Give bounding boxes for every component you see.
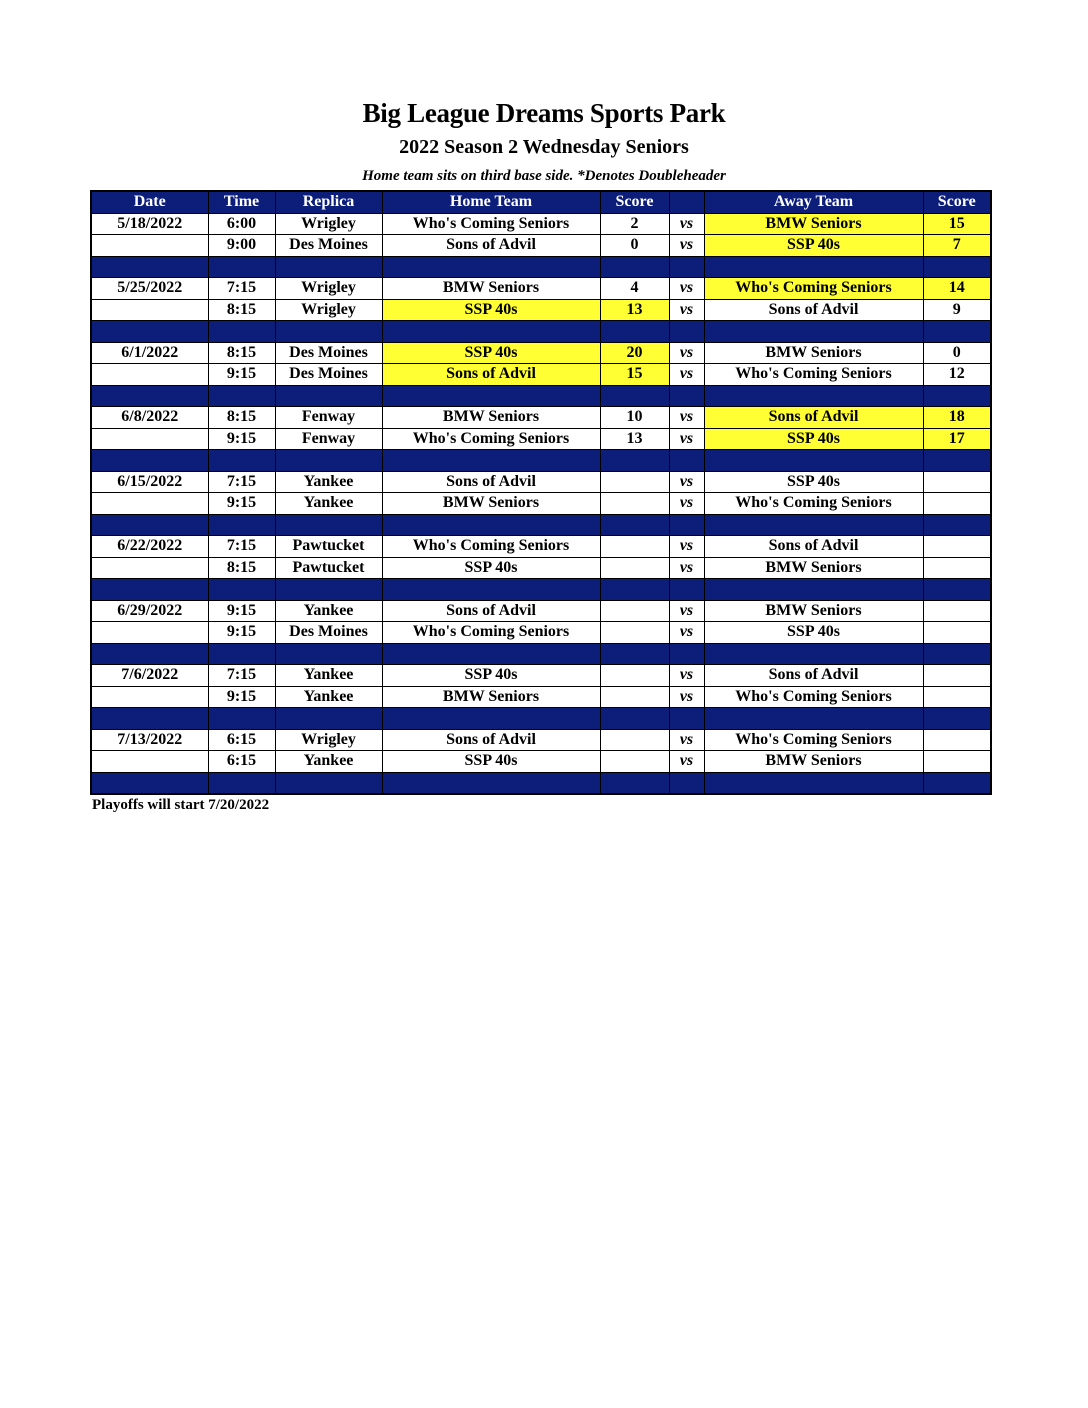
game-time: 9:15 [208, 686, 275, 708]
separator-cell [923, 643, 991, 665]
game-date [91, 364, 208, 386]
vs-label: vs [669, 557, 704, 579]
week-separator [91, 643, 991, 665]
away-team: BMW Seniors [704, 342, 923, 364]
game-replica: Wrigley [275, 299, 382, 321]
separator-cell [91, 514, 208, 536]
away-team: Who's Coming Seniors [704, 278, 923, 300]
game-date: 7/13/2022 [91, 729, 208, 751]
header-time: Time [208, 191, 275, 213]
home-score: 2 [600, 213, 669, 235]
vs-label: vs [669, 471, 704, 493]
separator-cell [669, 514, 704, 536]
separator-cell [382, 579, 600, 601]
home-team: SSP 40s [382, 299, 600, 321]
home-team: SSP 40s [382, 342, 600, 364]
away-team: Who's Coming Seniors [704, 686, 923, 708]
separator-cell [669, 385, 704, 407]
home-score [600, 686, 669, 708]
game-time: 9:15 [208, 493, 275, 515]
game-row [91, 751, 991, 773]
separator-cell [669, 321, 704, 343]
away-score [923, 600, 991, 622]
vs-label: vs [669, 536, 704, 558]
separator-cell [704, 514, 923, 536]
vs-label: vs [669, 278, 704, 300]
game-time: 9:15 [208, 364, 275, 386]
away-team: SSP 40s [704, 428, 923, 450]
separator-cell [923, 514, 991, 536]
away-score [923, 665, 991, 687]
separator-cell [923, 450, 991, 472]
separator-cell [600, 643, 669, 665]
header-date: Date [91, 191, 208, 213]
separator-cell [704, 643, 923, 665]
separator-cell [704, 579, 923, 601]
separator-cell [704, 450, 923, 472]
home-team: Who's Coming Seniors [382, 622, 600, 644]
playoffs-note: Playoffs will start 7/20/2022 [92, 797, 270, 813]
away-team: Who's Coming Seniors [704, 729, 923, 751]
game-date [91, 428, 208, 450]
game-replica: Wrigley [275, 278, 382, 300]
away-score: 9 [923, 299, 991, 321]
vs-label: vs [669, 493, 704, 515]
separator-cell [923, 708, 991, 730]
separator-cell [208, 514, 275, 536]
away-team: BMW Seniors [704, 751, 923, 773]
game-time: 8:15 [208, 342, 275, 364]
home-score: 13 [600, 428, 669, 450]
separator-cell [275, 643, 382, 665]
separator-cell [208, 772, 275, 794]
game-row [91, 278, 991, 300]
separator-cell [208, 643, 275, 665]
game-replica: Yankee [275, 493, 382, 515]
vs-label: vs [669, 686, 704, 708]
game-replica: Pawtucket [275, 557, 382, 579]
away-score: 18 [923, 407, 991, 429]
away-team: Sons of Advil [704, 407, 923, 429]
home-score: 4 [600, 278, 669, 300]
header-vs [669, 191, 704, 213]
away-score [923, 686, 991, 708]
home-score: 0 [600, 235, 669, 257]
separator-cell [382, 256, 600, 278]
home-team: SSP 40s [382, 665, 600, 687]
game-replica: Wrigley [275, 213, 382, 235]
week-separator [91, 321, 991, 343]
week-separator [91, 256, 991, 278]
page-subtitle: 2022 Season 2 Wednesday Seniors [399, 136, 689, 158]
home-team: Sons of Advil [382, 471, 600, 493]
separator-cell [91, 772, 208, 794]
separator-cell [704, 772, 923, 794]
separator-cell [91, 708, 208, 730]
game-date [91, 557, 208, 579]
separator-cell [704, 708, 923, 730]
separator-cell [923, 772, 991, 794]
separator-cell [208, 708, 275, 730]
separator-cell [382, 514, 600, 536]
home-score [600, 729, 669, 751]
game-replica: Des Moines [275, 364, 382, 386]
separator-cell [91, 643, 208, 665]
game-date: 6/1/2022 [91, 342, 208, 364]
home-team: Who's Coming Seniors [382, 428, 600, 450]
game-row [91, 364, 991, 386]
home-score [600, 557, 669, 579]
week-separator [91, 514, 991, 536]
away-team: Sons of Advil [704, 536, 923, 558]
separator-cell [91, 450, 208, 472]
header-home-team: Home Team [382, 191, 600, 213]
game-row [91, 557, 991, 579]
separator-cell [275, 321, 382, 343]
away-team: SSP 40s [704, 471, 923, 493]
game-replica: Des Moines [275, 342, 382, 364]
separator-cell [208, 385, 275, 407]
away-team: SSP 40s [704, 235, 923, 257]
game-row [91, 471, 991, 493]
home-team: BMW Seniors [382, 278, 600, 300]
game-replica: Des Moines [275, 622, 382, 644]
page-title: Big League Dreams Sports Park [362, 98, 726, 128]
game-row [91, 235, 991, 257]
schedule-note: Home team sits on third base side. *Denotes Doubleheader [362, 168, 726, 184]
vs-label: vs [669, 600, 704, 622]
game-time: 7:15 [208, 665, 275, 687]
home-score: 15 [600, 364, 669, 386]
vs-label: vs [669, 342, 704, 364]
vs-label: vs [669, 751, 704, 773]
separator-cell [923, 321, 991, 343]
game-time: 6:15 [208, 751, 275, 773]
game-row [91, 428, 991, 450]
separator-cell [600, 772, 669, 794]
game-date: 7/6/2022 [91, 665, 208, 687]
away-team: BMW Seniors [704, 557, 923, 579]
separator-cell [704, 385, 923, 407]
vs-label: vs [669, 622, 704, 644]
away-score [923, 729, 991, 751]
game-time: 6:15 [208, 729, 275, 751]
week-separator [91, 579, 991, 601]
vs-label: vs [669, 213, 704, 235]
vs-label: vs [669, 665, 704, 687]
game-date: 6/29/2022 [91, 600, 208, 622]
home-score [600, 665, 669, 687]
away-score: 0 [923, 342, 991, 364]
home-score: 13 [600, 299, 669, 321]
game-time: 7:15 [208, 471, 275, 493]
away-team: Sons of Advil [704, 299, 923, 321]
away-score: 7 [923, 235, 991, 257]
home-score [600, 536, 669, 558]
separator-cell [669, 256, 704, 278]
game-replica: Yankee [275, 751, 382, 773]
home-team: BMW Seniors [382, 407, 600, 429]
home-score [600, 600, 669, 622]
game-date: 5/18/2022 [91, 213, 208, 235]
separator-cell [275, 385, 382, 407]
home-team: BMW Seniors [382, 493, 600, 515]
week-separator [91, 385, 991, 407]
separator-cell [600, 385, 669, 407]
game-row [91, 213, 991, 235]
game-row [91, 665, 991, 687]
game-date [91, 622, 208, 644]
game-date: 5/25/2022 [91, 278, 208, 300]
week-separator [91, 772, 991, 794]
separator-cell [704, 321, 923, 343]
away-team: Who's Coming Seniors [704, 364, 923, 386]
separator-cell [600, 514, 669, 536]
home-score: 20 [600, 342, 669, 364]
game-row [91, 299, 991, 321]
separator-cell [669, 772, 704, 794]
away-score [923, 751, 991, 773]
separator-cell [382, 708, 600, 730]
separator-cell [275, 256, 382, 278]
separator-cell [704, 256, 923, 278]
week-separator [91, 708, 991, 730]
game-time: 9:15 [208, 428, 275, 450]
game-row [91, 622, 991, 644]
vs-label: vs [669, 364, 704, 386]
separator-cell [275, 772, 382, 794]
vs-label: vs [669, 299, 704, 321]
away-score [923, 493, 991, 515]
vs-label: vs [669, 428, 704, 450]
week-separator [91, 450, 991, 472]
game-row [91, 493, 991, 515]
game-date [91, 493, 208, 515]
game-date [91, 751, 208, 773]
home-team: Who's Coming Seniors [382, 536, 600, 558]
home-score [600, 622, 669, 644]
schedule-body [91, 213, 991, 794]
separator-cell [91, 579, 208, 601]
game-replica: Fenway [275, 428, 382, 450]
game-row [91, 407, 991, 429]
separator-cell [669, 643, 704, 665]
vs-label: vs [669, 729, 704, 751]
vs-label: vs [669, 407, 704, 429]
separator-cell [923, 256, 991, 278]
game-replica: Des Moines [275, 235, 382, 257]
separator-cell [600, 321, 669, 343]
header-row [91, 191, 991, 213]
separator-cell [91, 385, 208, 407]
separator-cell [382, 321, 600, 343]
game-date: 6/8/2022 [91, 407, 208, 429]
separator-cell [923, 579, 991, 601]
away-score [923, 557, 991, 579]
header-replica: Replica [275, 191, 382, 213]
game-row [91, 600, 991, 622]
game-replica: Yankee [275, 665, 382, 687]
game-replica: Wrigley [275, 729, 382, 751]
game-time: 7:15 [208, 278, 275, 300]
game-time: 7:15 [208, 536, 275, 558]
separator-cell [275, 514, 382, 536]
game-replica: Yankee [275, 471, 382, 493]
home-team: Sons of Advil [382, 235, 600, 257]
separator-cell [600, 708, 669, 730]
game-row [91, 536, 991, 558]
game-date: 6/15/2022 [91, 471, 208, 493]
separator-cell [91, 321, 208, 343]
away-score: 12 [923, 364, 991, 386]
separator-cell [923, 385, 991, 407]
game-time: 8:15 [208, 557, 275, 579]
separator-cell [275, 579, 382, 601]
home-team: Sons of Advil [382, 364, 600, 386]
home-score: 10 [600, 407, 669, 429]
away-score: 14 [923, 278, 991, 300]
separator-cell [669, 708, 704, 730]
away-score [923, 622, 991, 644]
separator-cell [600, 256, 669, 278]
game-row [91, 729, 991, 751]
header-home-score: Score [600, 191, 669, 213]
game-date [91, 686, 208, 708]
separator-cell [382, 643, 600, 665]
separator-cell [382, 385, 600, 407]
home-team: SSP 40s [382, 751, 600, 773]
game-date [91, 235, 208, 257]
separator-cell [382, 772, 600, 794]
separator-cell [669, 450, 704, 472]
away-team: SSP 40s [704, 622, 923, 644]
home-team: Sons of Advil [382, 729, 600, 751]
separator-cell [208, 579, 275, 601]
home-team: SSP 40s [382, 557, 600, 579]
home-score [600, 751, 669, 773]
game-date [91, 299, 208, 321]
game-time: 9:00 [208, 235, 275, 257]
game-time: 8:15 [208, 299, 275, 321]
game-replica: Yankee [275, 600, 382, 622]
separator-cell [91, 256, 208, 278]
away-score: 15 [923, 213, 991, 235]
game-time: 6:00 [208, 213, 275, 235]
schedule-table [90, 190, 992, 795]
home-team: Who's Coming Seniors [382, 213, 600, 235]
game-replica: Pawtucket [275, 536, 382, 558]
separator-cell [600, 450, 669, 472]
game-date: 6/22/2022 [91, 536, 208, 558]
game-time: 8:15 [208, 407, 275, 429]
home-team: BMW Seniors [382, 686, 600, 708]
separator-cell [275, 708, 382, 730]
header-away-team: Away Team [704, 191, 923, 213]
separator-cell [669, 579, 704, 601]
separator-cell [382, 450, 600, 472]
away-score: 17 [923, 428, 991, 450]
away-team: Sons of Advil [704, 665, 923, 687]
home-score [600, 471, 669, 493]
game-time: 9:15 [208, 622, 275, 644]
home-team: Sons of Advil [382, 600, 600, 622]
away-team: BMW Seniors [704, 600, 923, 622]
away-score [923, 536, 991, 558]
vs-label: vs [669, 235, 704, 257]
separator-cell [208, 256, 275, 278]
game-replica: Yankee [275, 686, 382, 708]
home-score [600, 493, 669, 515]
header-away-score: Score [923, 191, 991, 213]
game-row [91, 686, 991, 708]
away-team: Who's Coming Seniors [704, 493, 923, 515]
away-team: BMW Seniors [704, 213, 923, 235]
separator-cell [208, 450, 275, 472]
separator-cell [275, 450, 382, 472]
separator-cell [600, 579, 669, 601]
away-score [923, 471, 991, 493]
game-time: 9:15 [208, 600, 275, 622]
game-replica: Fenway [275, 407, 382, 429]
game-row [91, 342, 991, 364]
separator-cell [208, 321, 275, 343]
